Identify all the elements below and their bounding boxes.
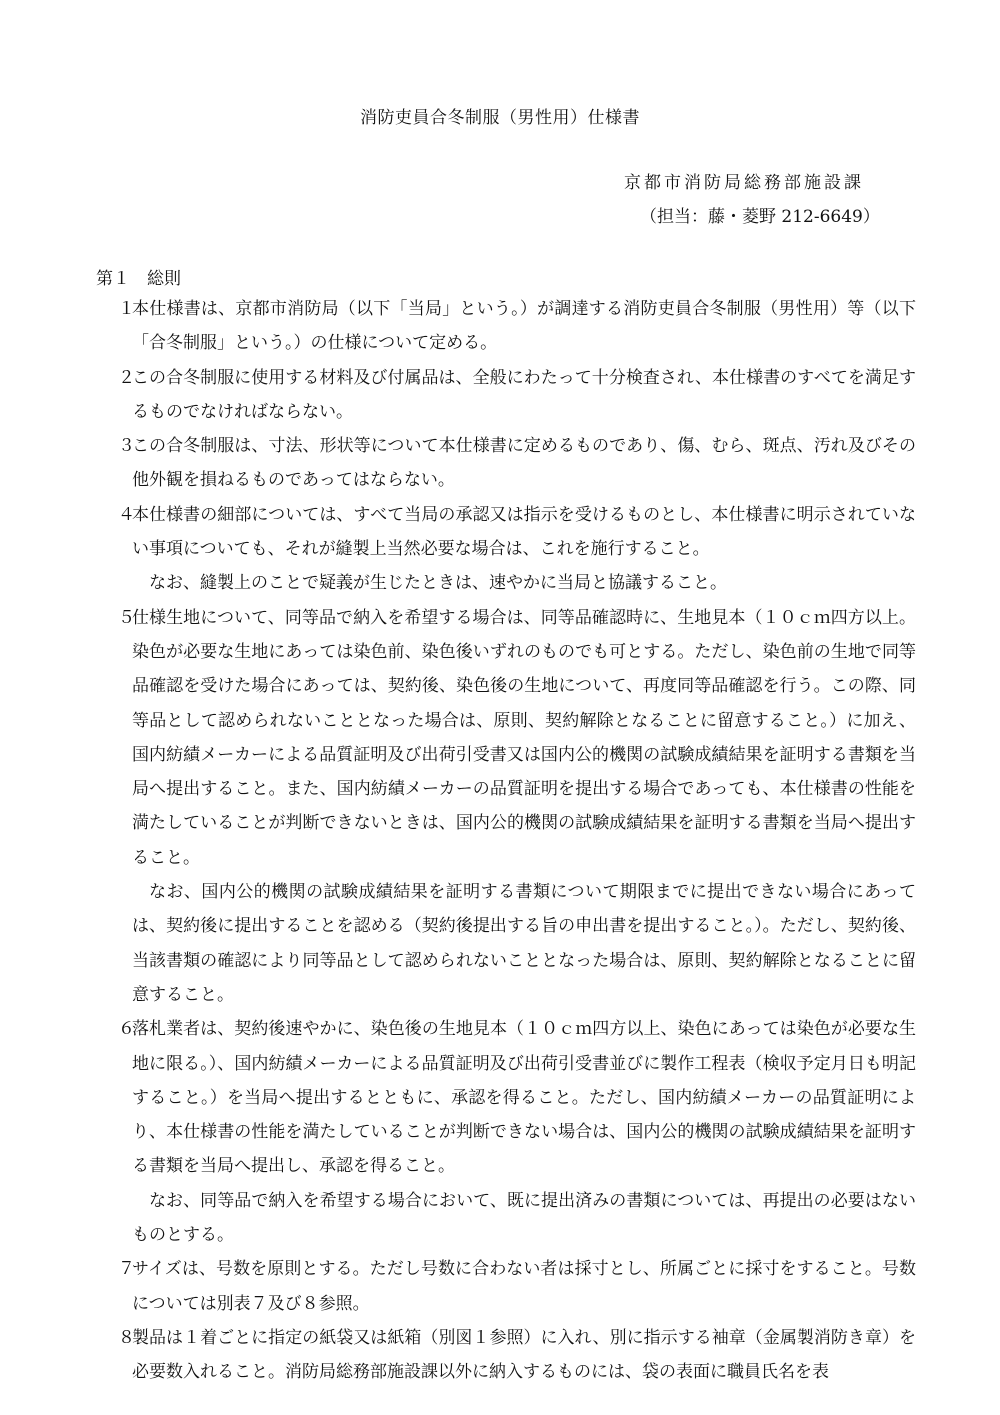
item-number: １ — [118, 299, 135, 319]
department-name: 京都市消防局総務部施設課 — [624, 173, 864, 193]
item-text: この合冬制服は、寸法、形状等について本仕様書に定めるものであり、傷、むら、斑点、汚れ及びその他外観を損ねるものであってはならない。 — [132, 436, 916, 491]
list-item — [96, 1252, 916, 1321]
section-heading: 第１ 総則 — [96, 269, 181, 289]
list-item — [96, 1321, 916, 1390]
item-number: ５ — [118, 607, 135, 628]
item-text: この合冬制服に使用する材料及び付属品は、全般にわたって十分検査され、本仕様書のすべてを満足するものでなければならない。 — [132, 367, 916, 422]
item-text: サイズは、号数を原則とする。ただし号数に合わない者は採寸とし、所属ごとに採寸をすること。号数については別表７及び８参照。 — [132, 1259, 916, 1314]
contact-info: （担当：藤・菱野 212-6649） — [640, 207, 880, 227]
item-number: ３ — [118, 436, 135, 457]
item-number: ７ — [118, 1259, 135, 1280]
item-text: 仕様生地について、同等品で納入を希望する場合は、同等品確認時に、生地見本（１０ｃｍ四方以上。染色が必要な生地にあっては染色前、染色後いずれのものでも可とする。ただし、染色前の生地で同等品確認を受けた場合にあっては、契約後、染色後の生地について、再度同等品確認を行う。この際、同等品として認められないこととなった場合は、原則、契約解除となることに留意すること。）に加え、国内紡績メーカーによる品質証明及び出荷引受書又は国内公的機関の試験成績結果を証明する書類を当局へ提出すること。また、国内紡績メーカーの品質証明を提出する場合であっても、本仕様書の性能を満たしていることが判断できないときは、国内公的機関の試験成績結果を証明する書類を当局へ提出すること。 — [132, 607, 916, 868]
item-note: なお、同等品で納入を希望する場合において、既に提出済みの書類については、再提出の必要はないものとする。 — [132, 1190, 916, 1246]
list-item — [96, 498, 916, 567]
item-note: なお、国内公的機関の試験成績結果を証明する書類について期限までに提出できない場合にあっては、契約後に提出することを認める（契約後提出する旨の申出書を提出すること。）。ただし、契約後、当該書類の確認により同等品として認められないこととなった場合は、原則、契約解除となることに留意すること。 — [132, 882, 916, 1005]
document-title: 消防吏員合冬制服（男性用）仕様書 — [360, 108, 640, 128]
list-item — [96, 361, 916, 430]
item-text: 本仕様書の細部については、すべて当局の承認又は指示を受けるものとし、本仕様書に明示されていない事項についても、それが縫製上当然必要な場合は、これを施行すること。 — [132, 504, 916, 560]
item-text: 本仕様書は、京都市消防局（以下「当局」という。）が調達する消防吏員合冬制服（男性用）等（以下「合冬制服」という。）の仕様について定める。 — [132, 299, 916, 354]
item-number: ８ — [118, 1327, 135, 1348]
list-item — [96, 292, 916, 361]
item-number: ２ — [118, 367, 135, 388]
section-body — [96, 292, 916, 1390]
item-text: 落札業者は、契約後速やかに、染色後の生地見本（１０ｃｍ四方以上、染色にあっては染色が必要な生地に限る。）、国内紡績メーカーによる品質証明及び出荷引受書並びに製作工程表（検収予定月日も明記すること。）を当局へ提出するとともに、承認を得ること。ただし、国内紡績メーカーの品質証明により、本仕様書の性能を満たしていることが判断できない場合は、国内公的機関の試験成績結果を証明する書類を当局へ提出し、承認を得ること。 — [132, 1019, 916, 1177]
item-number: ４ — [118, 504, 135, 525]
item-number: ６ — [118, 1019, 135, 1040]
item-text: 製品は１着ごとに指定の紙袋又は紙箱（別図１参照）に入れ、別に指示する袖章（金属製消防き章）を必要数入れること。消防局総務部施設課以外に納入するものには、袋の表面に職員氏名を表 — [132, 1327, 916, 1383]
list-item — [96, 429, 916, 498]
list-item — [96, 1012, 916, 1183]
list-item — [96, 601, 916, 875]
item-note: なお、縫製上のことで疑義が生じたときは、速やかに当局と協議すること。 — [149, 573, 727, 594]
